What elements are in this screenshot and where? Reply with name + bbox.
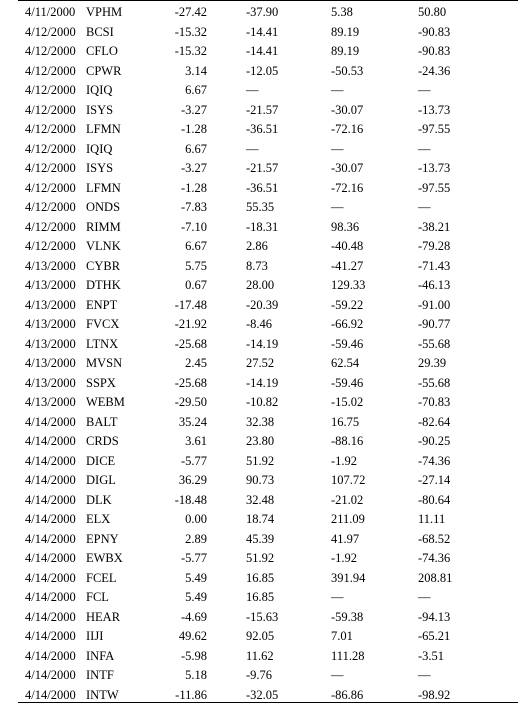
date-cell: 4/12/2000 [25,219,76,234]
date-cell: 4/14/2000 [25,687,76,702]
value-cell-4: -97.55 [418,122,451,136]
value-cell-1: 35.24 [178,414,207,429]
date-cell: 4/12/2000 [25,141,76,156]
table-row [0,139,521,159]
value-cell-1: -29.50 [174,395,207,409]
date-cell: 4/14/2000 [25,629,76,643]
value-cell-3: -41.27 [331,258,364,273]
value-cell-1: -18.48 [174,492,207,507]
value-cell-4: -94.13 [418,609,451,624]
date-cell: 4/12/2000 [25,122,76,136]
table-row [0,548,521,568]
value-cell-2: -15.63 [246,609,279,624]
date-cell: 4/12/2000 [25,24,76,39]
table-top-rule [18,0,518,1]
ticker-cell: FCEL [86,570,117,585]
date-cell: 4/14/2000 [25,492,76,507]
value-cell-3: 16.75 [331,414,360,429]
table-row [0,61,521,81]
value-cell-4: -90.77 [418,317,451,331]
ticker-cell: DLK [86,492,112,507]
date-cell: 4/12/2000 [25,44,76,58]
value-cell-3: 211.09 [331,512,365,526]
value-cell-2: 2.86 [246,239,268,253]
value-cell-2: 45.39 [246,531,275,546]
value-cell-4: -27.14 [418,473,451,487]
value-cell-1: -25.68 [174,336,207,351]
date-cell: 4/12/2000 [25,102,76,117]
value-cell-1: -3.27 [180,161,207,175]
value-cell-3: 62.54 [331,356,360,370]
table-row [0,646,521,666]
table-row [0,119,521,139]
value-cell-2: 18.74 [246,512,275,526]
date-cell: 4/14/2000 [25,590,76,604]
ticker-cell: CFLO [86,44,118,58]
date-cell: 4/12/2000 [25,63,76,78]
ticker-cell: ELX [86,512,111,526]
value-cell-1: 49.62 [178,629,207,643]
date-cell: 4/12/2000 [25,200,76,214]
ticker-cell: ISYS [86,161,114,175]
value-cell-2: -14.41 [246,24,279,39]
value-cell-3: -86.86 [331,687,364,702]
ticker-cell: INFA [86,648,115,663]
table-row [0,2,521,22]
ticker-cell: HEAR [86,609,121,624]
value-cell-4: -3.51 [418,648,445,663]
value-cell-3: -72.16 [331,180,364,195]
date-cell: 4/13/2000 [25,336,76,351]
value-cell-2: -12.05 [246,63,279,78]
value-cell-2: -18.31 [246,219,279,234]
ticker-cell: BCSI [86,24,114,39]
value-cell-2: 16.85 [246,590,275,604]
ticker-cell: CYBR [86,258,121,273]
table-row [0,626,521,646]
value-cell-3: -88.16 [331,434,364,448]
value-cell-4: 208.81 [418,570,453,585]
value-cell-1: -4.69 [180,609,207,624]
value-cell-4: -71.43 [418,258,451,273]
ticker-cell: FVCX [86,317,120,331]
value-cell-4: -90.25 [418,434,451,448]
table-row [0,295,521,315]
table-row [0,470,521,490]
value-cell-4: -80.64 [418,492,451,507]
value-cell-4: -90.83 [418,24,451,39]
date-cell: 4/12/2000 [25,180,76,195]
value-cell-3: -59.46 [331,336,364,351]
ticker-cell: FCL [86,590,109,604]
value-cell-1: -7.83 [180,200,207,214]
value-cell-1: -21.92 [174,317,207,331]
value-cell-1: 6.67 [185,83,207,97]
value-cell-2: 51.92 [246,453,275,468]
value-cell-3: 89.19 [331,44,360,58]
ticker-cell: VPHM [86,5,123,19]
value-cell-2: -8.46 [246,317,273,331]
value-cell-1: -17.48 [174,297,207,312]
value-cell-2: 27.52 [246,356,275,370]
value-cell-3: — [331,141,344,156]
ticker-cell: ISYS [86,102,114,117]
value-cell-2: -14.19 [246,336,279,351]
date-cell: 4/14/2000 [25,570,76,585]
value-cell-3: -59.46 [331,375,364,390]
value-cell-2: -9.76 [246,668,273,682]
value-cell-2: -32.05 [246,687,279,702]
table-row [0,178,521,198]
date-cell: 4/14/2000 [25,668,76,682]
ticker-cell: IIJI [86,629,104,643]
value-cell-4: -98.92 [418,687,451,702]
value-cell-1: -5.77 [180,551,207,565]
value-cell-3: 89.19 [331,24,360,39]
value-cell-3: -40.48 [331,239,364,253]
table-row [0,529,521,549]
ticker-cell: INTW [86,687,119,702]
date-cell: 4/13/2000 [25,278,76,292]
value-cell-3: -59.22 [331,297,364,312]
date-cell: 4/13/2000 [25,395,76,409]
value-cell-2: -20.39 [246,297,279,312]
date-cell: 4/14/2000 [25,551,76,565]
value-cell-1: -15.32 [174,24,207,39]
value-cell-4: -97.55 [418,180,451,195]
value-cell-3: 391.94 [331,570,366,585]
value-cell-2: 28.00 [246,278,275,292]
date-cell: 4/13/2000 [25,258,76,273]
table-row [0,607,521,627]
value-cell-2: -14.41 [246,44,279,58]
date-cell: 4/12/2000 [25,83,76,97]
date-cell: 4/13/2000 [25,317,76,331]
value-cell-3: — [331,668,344,682]
table-row [0,490,521,510]
value-cell-1: -3.27 [180,102,207,117]
value-cell-3: 98.36 [331,219,360,234]
date-cell: 4/13/2000 [25,375,76,390]
value-cell-1: 0.00 [185,512,207,526]
value-cell-2: 32.38 [246,414,275,429]
ticker-cell: WEBM [86,395,125,409]
ticker-cell: ENPT [86,297,118,312]
ticker-cell: LFMN [86,122,121,136]
value-cell-3: — [331,590,344,604]
value-cell-1: 2.45 [185,356,207,370]
table-row [0,665,521,685]
table-row [0,509,521,529]
value-cell-2: — [246,83,259,97]
value-cell-4: -24.36 [418,63,451,78]
table-row [0,22,521,42]
value-cell-4: -74.36 [418,453,451,468]
value-cell-1: 3.61 [185,434,207,448]
ticker-cell: ONDS [86,200,121,214]
date-cell: 4/13/2000 [25,356,76,370]
value-cell-4: — [418,668,431,682]
value-cell-2: -36.51 [246,122,279,136]
value-cell-3: 129.33 [331,278,366,292]
value-cell-3: -59.38 [331,609,364,624]
value-cell-4: — [418,590,431,604]
value-cell-1: 0.67 [185,278,207,292]
value-cell-2: 32.48 [246,492,275,507]
value-cell-3: 5.38 [331,5,353,19]
value-cell-3: 111.28 [331,648,365,663]
value-cell-1: -1.28 [180,180,207,195]
table-row [0,197,521,217]
value-cell-3: -1.92 [331,453,358,468]
ticker-cell: DIGL [86,473,116,487]
ticker-cell: DICE [86,453,116,468]
value-cell-4: -82.64 [418,414,451,429]
table-row [0,392,521,412]
value-cell-3: — [331,83,344,97]
date-cell: 4/14/2000 [25,473,76,487]
value-cell-4: -65.21 [418,629,451,643]
value-cell-3: — [331,200,344,214]
value-cell-4: -46.13 [418,278,451,292]
value-cell-1: 36.29 [178,473,207,487]
value-cell-2: -10.82 [246,395,279,409]
table-row [0,568,521,588]
ticker-cell: LFMN [86,180,121,195]
value-cell-1: 5.75 [185,258,207,273]
value-cell-1: -7.10 [180,219,207,234]
value-cell-3: -21.02 [331,492,364,507]
date-cell: 4/14/2000 [25,609,76,624]
table-bottom-rule [18,702,518,703]
date-cell: 4/14/2000 [25,434,76,448]
value-cell-4: -55.68 [418,375,451,390]
value-cell-4: -38.21 [418,219,451,234]
value-cell-4: -91.00 [418,297,451,312]
ticker-cell: DTHK [86,278,121,292]
value-cell-1: -1.28 [180,122,207,136]
value-cell-2: -14.19 [246,375,279,390]
value-cell-1: 6.67 [185,141,207,156]
value-cell-1: 5.49 [185,590,207,604]
date-cell: 4/14/2000 [25,512,76,526]
value-cell-3: -1.92 [331,551,358,565]
date-cell: 4/12/2000 [25,161,76,175]
value-cell-4: — [418,141,431,156]
value-cell-2: 92.05 [246,629,275,643]
ticker-cell: INTF [86,668,114,682]
value-cell-3: -30.07 [331,161,364,175]
value-cell-2: 90.73 [246,473,275,487]
table-row [0,431,521,451]
value-cell-4: 29.39 [418,356,447,370]
value-cell-4: -13.73 [418,102,451,117]
table-row [0,275,521,295]
value-cell-1: 6.67 [185,239,207,253]
date-cell: 4/11/2000 [25,5,76,19]
value-cell-4: -55.68 [418,336,451,351]
table-row [0,236,521,256]
value-cell-1: -5.77 [180,453,207,468]
value-cell-2: 8.73 [246,258,268,273]
table-row [0,217,521,237]
value-cell-2: -37.90 [246,5,279,19]
value-cell-3: 41.97 [331,531,360,546]
value-cell-1: 5.49 [185,570,207,585]
value-cell-4: -13.73 [418,161,451,175]
value-cell-3: -30.07 [331,102,364,117]
value-cell-1: -27.42 [174,5,207,19]
value-cell-1: -15.32 [174,44,207,58]
value-cell-1: -5.98 [180,648,207,663]
value-cell-3: -50.53 [331,63,364,78]
table-row [0,353,521,373]
value-cell-3: -15.02 [331,395,364,409]
table-row [0,256,521,276]
date-cell: 4/12/2000 [25,239,76,253]
table-row [0,41,521,61]
value-cell-4: -74.36 [418,551,451,565]
table-row [0,334,521,354]
ticker-cell: IQIQ [86,141,113,156]
value-cell-1: 2.89 [185,531,207,546]
date-cell: 4/14/2000 [25,531,76,546]
value-cell-3: -72.16 [331,122,364,136]
date-cell: 4/14/2000 [25,648,76,663]
value-cell-3: 107.72 [331,473,366,487]
ticker-cell: CRDS [86,434,119,448]
value-cell-2: -21.57 [246,161,279,175]
ticker-cell: IQIQ [86,83,113,97]
ticker-cell: EWBX [86,551,123,565]
value-cell-4: -90.83 [418,44,451,58]
date-cell: 4/14/2000 [25,453,76,468]
ticker-cell: VLNK [86,239,121,253]
ticker-cell: RIMM [86,219,121,234]
ticker-cell: EPNY [86,531,119,546]
table-row [0,412,521,432]
value-cell-4: — [418,83,431,97]
value-cell-4: -68.52 [418,531,451,546]
table-row [0,158,521,178]
ticker-cell: MVSN [86,356,123,370]
value-cell-2: -36.51 [246,180,279,195]
ticker-cell: LTNX [86,336,119,351]
value-cell-4: — [418,200,431,214]
date-cell: 4/13/2000 [25,297,76,312]
table-row [0,587,521,607]
ticker-cell: CPWR [86,63,122,78]
value-cell-2: 11.62 [246,648,274,663]
value-cell-4: -70.83 [418,395,451,409]
value-cell-4: 50.80 [418,5,447,19]
value-cell-2: 23.80 [246,434,275,448]
table-row [0,100,521,120]
value-cell-2: 55.35 [246,200,275,214]
value-cell-1: 5.18 [185,668,207,682]
date-cell: 4/14/2000 [25,414,76,429]
value-cell-2: — [246,141,259,156]
value-cell-3: 7.01 [331,629,353,643]
table-row [0,451,521,471]
value-cell-4: -79.28 [418,239,451,253]
value-cell-2: 51.92 [246,551,275,565]
value-cell-2: 16.85 [246,570,275,585]
table-row [0,314,521,334]
value-cell-1: -11.86 [175,687,207,702]
ticker-cell: SSPX [86,375,116,390]
table-row [0,80,521,100]
value-cell-1: -25.68 [174,375,207,390]
value-cell-3: -66.92 [331,317,364,331]
value-cell-4: 11.11 [418,512,446,526]
ticker-cell: BALT [86,414,118,429]
value-cell-2: -21.57 [246,102,279,117]
table-row [0,373,521,393]
value-cell-1: 3.14 [185,63,207,78]
